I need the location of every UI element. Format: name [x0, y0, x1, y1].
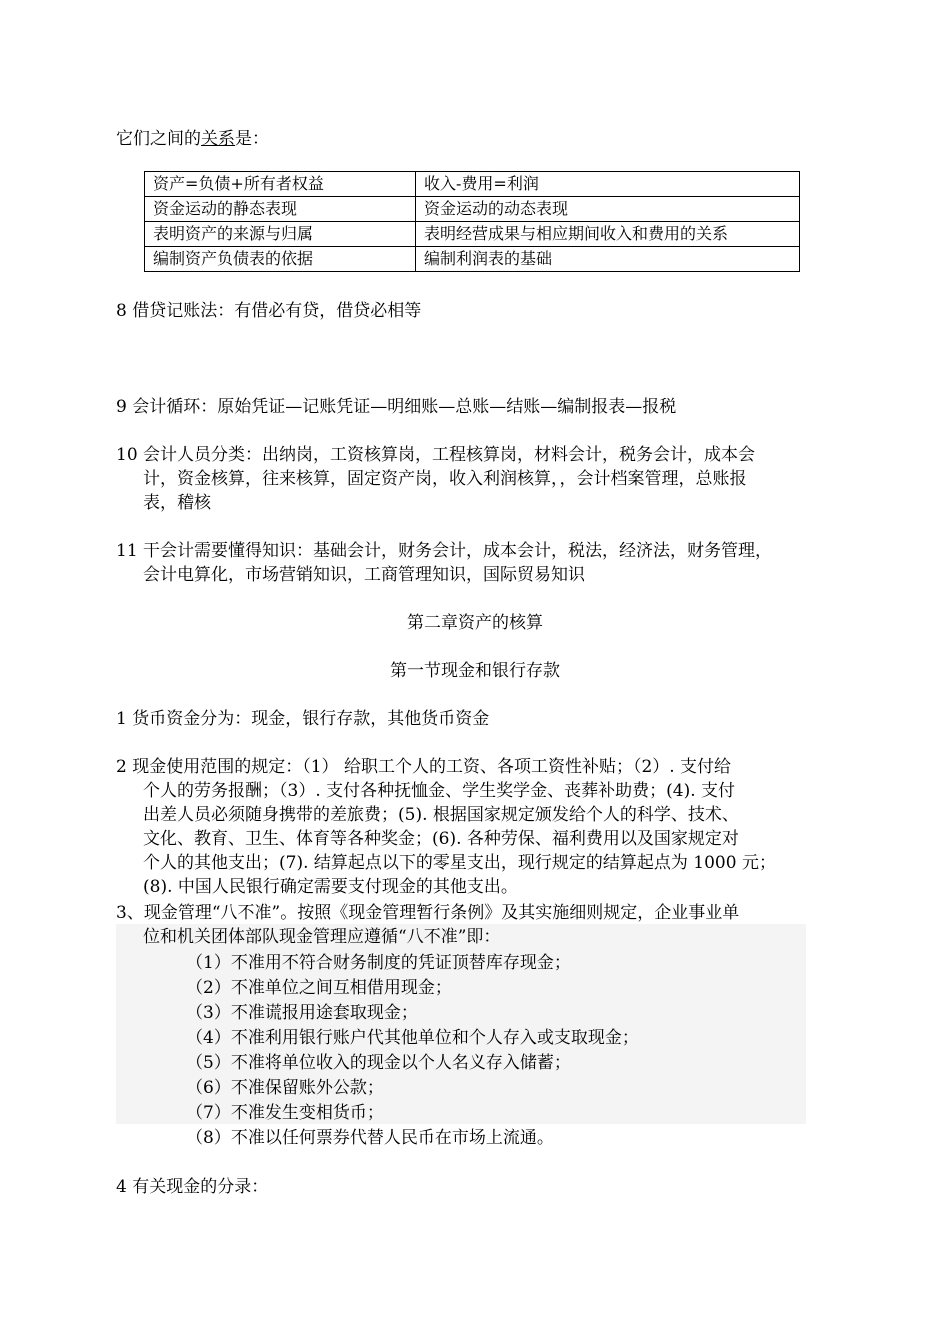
- rule-item: （5）不准将单位收入的现金以个人名义存入储蓄；: [186, 1053, 571, 1073]
- section-title: 第一节现金和银行存款: [390, 661, 560, 681]
- cash-item-3-line: 位和机关团体部队现金管理应遵循“八不准”即：: [143, 927, 501, 947]
- rule-item: （4）不准利用银行账户代其他单位和个人存入或支取现金；: [186, 1028, 639, 1048]
- item-10-line: 表，稽核: [143, 493, 211, 513]
- rule-item: （3）不准谎报用途套取现金；: [186, 1003, 418, 1023]
- table-cell: 资产=负债+所有者权益: [145, 172, 416, 197]
- table-row: [145, 172, 800, 197]
- cash-item-2-line: 个人的劳务报酬；（3）. 支付各种抚恤金、学生奖学金、丧葬补助费；(4). 支付: [143, 781, 736, 801]
- table-cell: 收入-费用=利润: [416, 172, 800, 197]
- cash-item-1: 1 货币资金分为：现金，银行存款，其他货币资金: [116, 709, 490, 729]
- table-cell: 表明资产的来源与归属: [145, 222, 416, 247]
- cash-item-2-line: 2 现金使用范围的规定：（1） 给职工个人的工资、各项工资性补贴；（2）. 支付给: [116, 757, 732, 777]
- item-10-line: 10 会计人员分类：出纳岗，工资核算岗，工程核算岗，材料会计，税务会计，成本会: [116, 445, 756, 465]
- relation-table: [144, 171, 800, 272]
- relation-heading: [116, 127, 269, 151]
- rule-item: （1）不准用不符合财务制度的凭证顶替库存现金；: [186, 953, 571, 973]
- rule-item: （2）不准单位之间互相借用现金；: [186, 978, 452, 998]
- table-cell: 编制利润表的基础: [416, 247, 800, 272]
- relation-heading-underlined: 关系: [201, 129, 235, 149]
- relation-heading-suffix: 是：: [235, 129, 269, 149]
- rule-item: （7）不准发生变相货币；: [186, 1103, 384, 1123]
- chapter-title: 第二章资产的核算: [407, 613, 543, 633]
- item-10-line: 计，资金核算，往来核算，固定资产岗，收入利润核算，，会计档案管理，总账报: [143, 469, 747, 489]
- table-row: [145, 197, 800, 222]
- table-row: [145, 247, 800, 272]
- rule-item: （6）不准保留账外公款；: [186, 1078, 384, 1098]
- cash-item-2-line: 个人的其他支出；(7). 结算起点以下的零星支出，现行规定的结算起点为 1000 元；: [143, 853, 776, 873]
- item-11-line: 11 干会计需要懂得知识：基础会计，财务会计，成本会计，税法，经济法，财务管理，: [116, 541, 773, 561]
- table-cell: 资金运动的静态表现: [145, 197, 416, 222]
- relation-heading-prefix: 它们之间的: [116, 129, 201, 149]
- cash-item-2-line: 文化、教育、卫生、体育等各种奖金；(6). 各种劳保、福利费用以及国家规定对: [143, 829, 739, 849]
- cash-item-2-line: 出差人员必须随身携带的差旅费；(5). 根据国家规定颁发给个人的科学、技术、: [143, 805, 739, 825]
- cash-item-2-line: (8). 中国人民银行确定需要支付现金的其他支出。: [143, 877, 518, 897]
- table-cell: 编制资产负债表的依据: [145, 247, 416, 272]
- table-cell: 资金运动的动态表现: [416, 197, 800, 222]
- rule-item: （8）不准以任何票券代替人民币在市场上流通。: [186, 1128, 554, 1148]
- item-9: 9 会计循环：原始凭证—记账凭证—明细账—总账—结账—编制报表—报税: [116, 397, 677, 417]
- cash-item-4: 4 有关现金的分录：: [116, 1177, 269, 1197]
- item-11-line: 会计电算化，市场营销知识，工商管理知识，国际贸易知识: [143, 565, 585, 585]
- table-cell: 表明经营成果与相应期间收入和费用的关系: [416, 222, 800, 247]
- item-8: 8 借贷记账法：有借必有贷，借贷必相等: [116, 301, 422, 321]
- table-row: [145, 222, 800, 247]
- cash-item-3-line: 3、现金管理“八不准”。按照《现金管理暂行条例》及其实施细则规定，企业事业单: [116, 903, 740, 923]
